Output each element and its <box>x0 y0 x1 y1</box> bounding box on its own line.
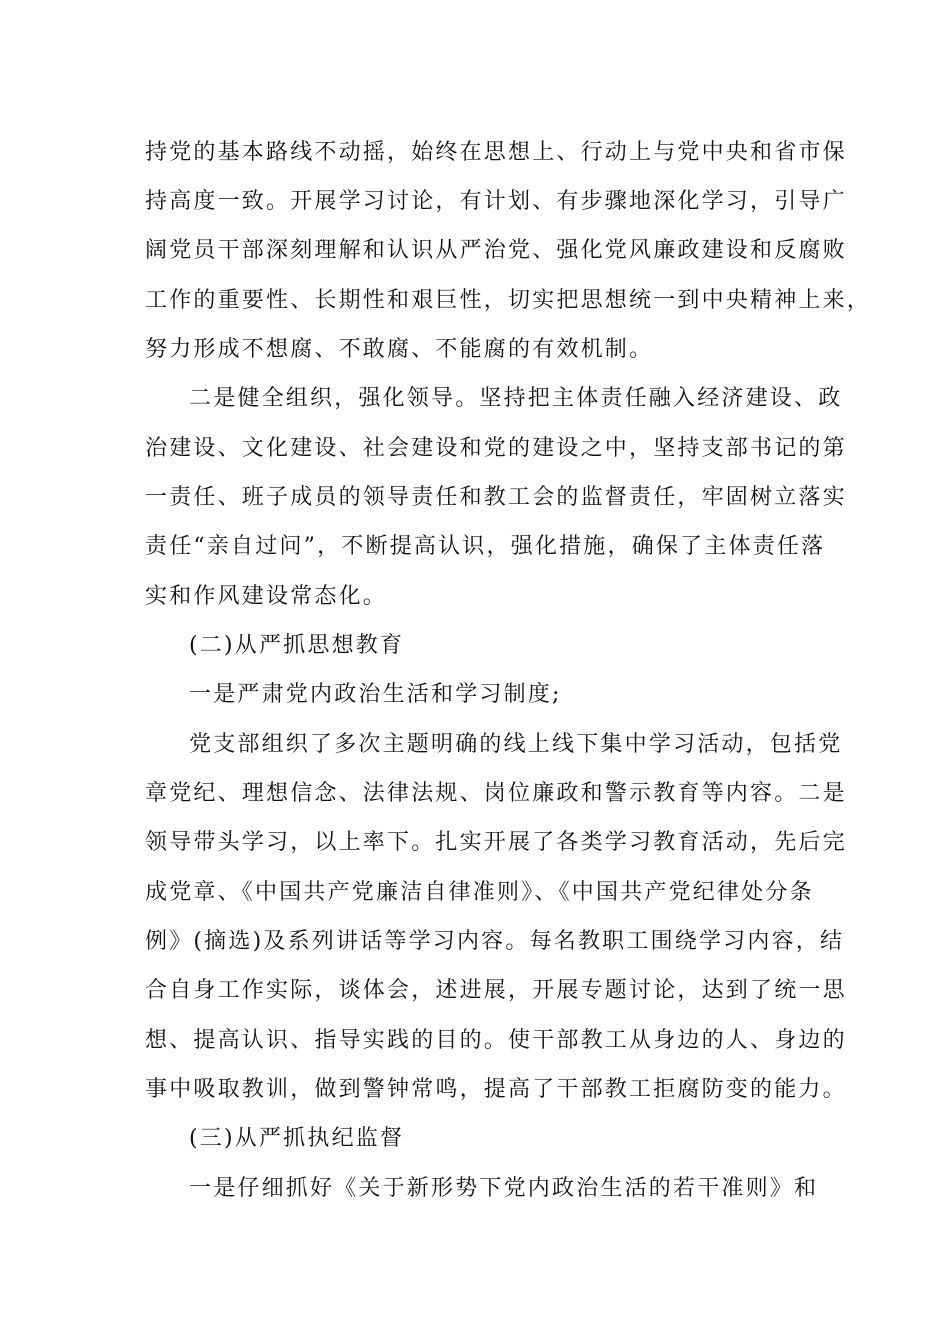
section-heading: (三)从严抓执纪监督 <box>189 1126 405 1151</box>
text-line: 事中吸取教训，做到警钟常鸣，提高了干部教工拒腐防变的能力。 <box>145 1077 847 1102</box>
text-line: 治建设、文化建设、社会建设和党的建设之中，坚持支部书记的第 <box>145 436 847 461</box>
text-line: 持党的基本路线不动摇，始终在思想上、行动上与党中央和省市保 <box>145 140 847 165</box>
text-line: 持高度一致。开展学习讨论，有计划、有步骤地深化学习，引导广 <box>145 189 847 214</box>
text-line: 阔党员干部深刻理解和认识从严治党、强化党风廉政建设和反腐败 <box>145 238 847 263</box>
text-line: 努力形成不想腐、不敢腐、不能腐的有效机制。 <box>145 337 654 362</box>
text-line: 成党章、《中国共产党廉洁自律准则》、《中国共产党纪律处分条 <box>145 880 814 905</box>
text-line: 责任“亲自过问”，不断提高认识，强化措施，确保了主体责任落 <box>145 534 826 559</box>
paragraph-start-line: 党支部组织了多次主题明确的线上线下集中学习活动，包括党 <box>189 732 843 757</box>
text-line: 实和作风建设常态化。 <box>145 584 388 609</box>
text-line: 一责任、班子成员的领导责任和教工会的监督责任，牢固树立落实 <box>145 485 847 510</box>
paragraph-start-line: 一是严肃党内政治生活和学习制度; <box>189 682 562 707</box>
text-line: 合自身工作实际，谈体会，述进展，开展专题讨论，达到了统一思 <box>145 978 847 1003</box>
paragraph-start-line: 一是仔细抓好《关于新形势下党内政治生活的若干准则》和 <box>189 1176 819 1201</box>
text-line: 领导带头学习，以上率下。扎实开展了各类学习教育活动，先后完 <box>145 830 847 855</box>
text-line: 章党纪、理想信念、法律法规、岗位廉政和警示教育等内容。二是 <box>145 781 847 806</box>
text-line: 想、提高认识、指导实践的目的。使干部教工从身边的人、身边的 <box>145 1028 847 1053</box>
text-line: 工作的重要性、长期性和艰巨性，切实把思想统一到中央精神上来， <box>145 288 872 313</box>
text-line: 例》(摘选)及系列讲话等学习内容。每名教职工围绕学习内容，结 <box>145 929 845 954</box>
section-heading: (二)从严抓思想教育 <box>189 633 405 658</box>
paragraph-start-line: 二是健全组织，强化领导。坚持把主体责任融入经济建设、政 <box>189 386 843 411</box>
